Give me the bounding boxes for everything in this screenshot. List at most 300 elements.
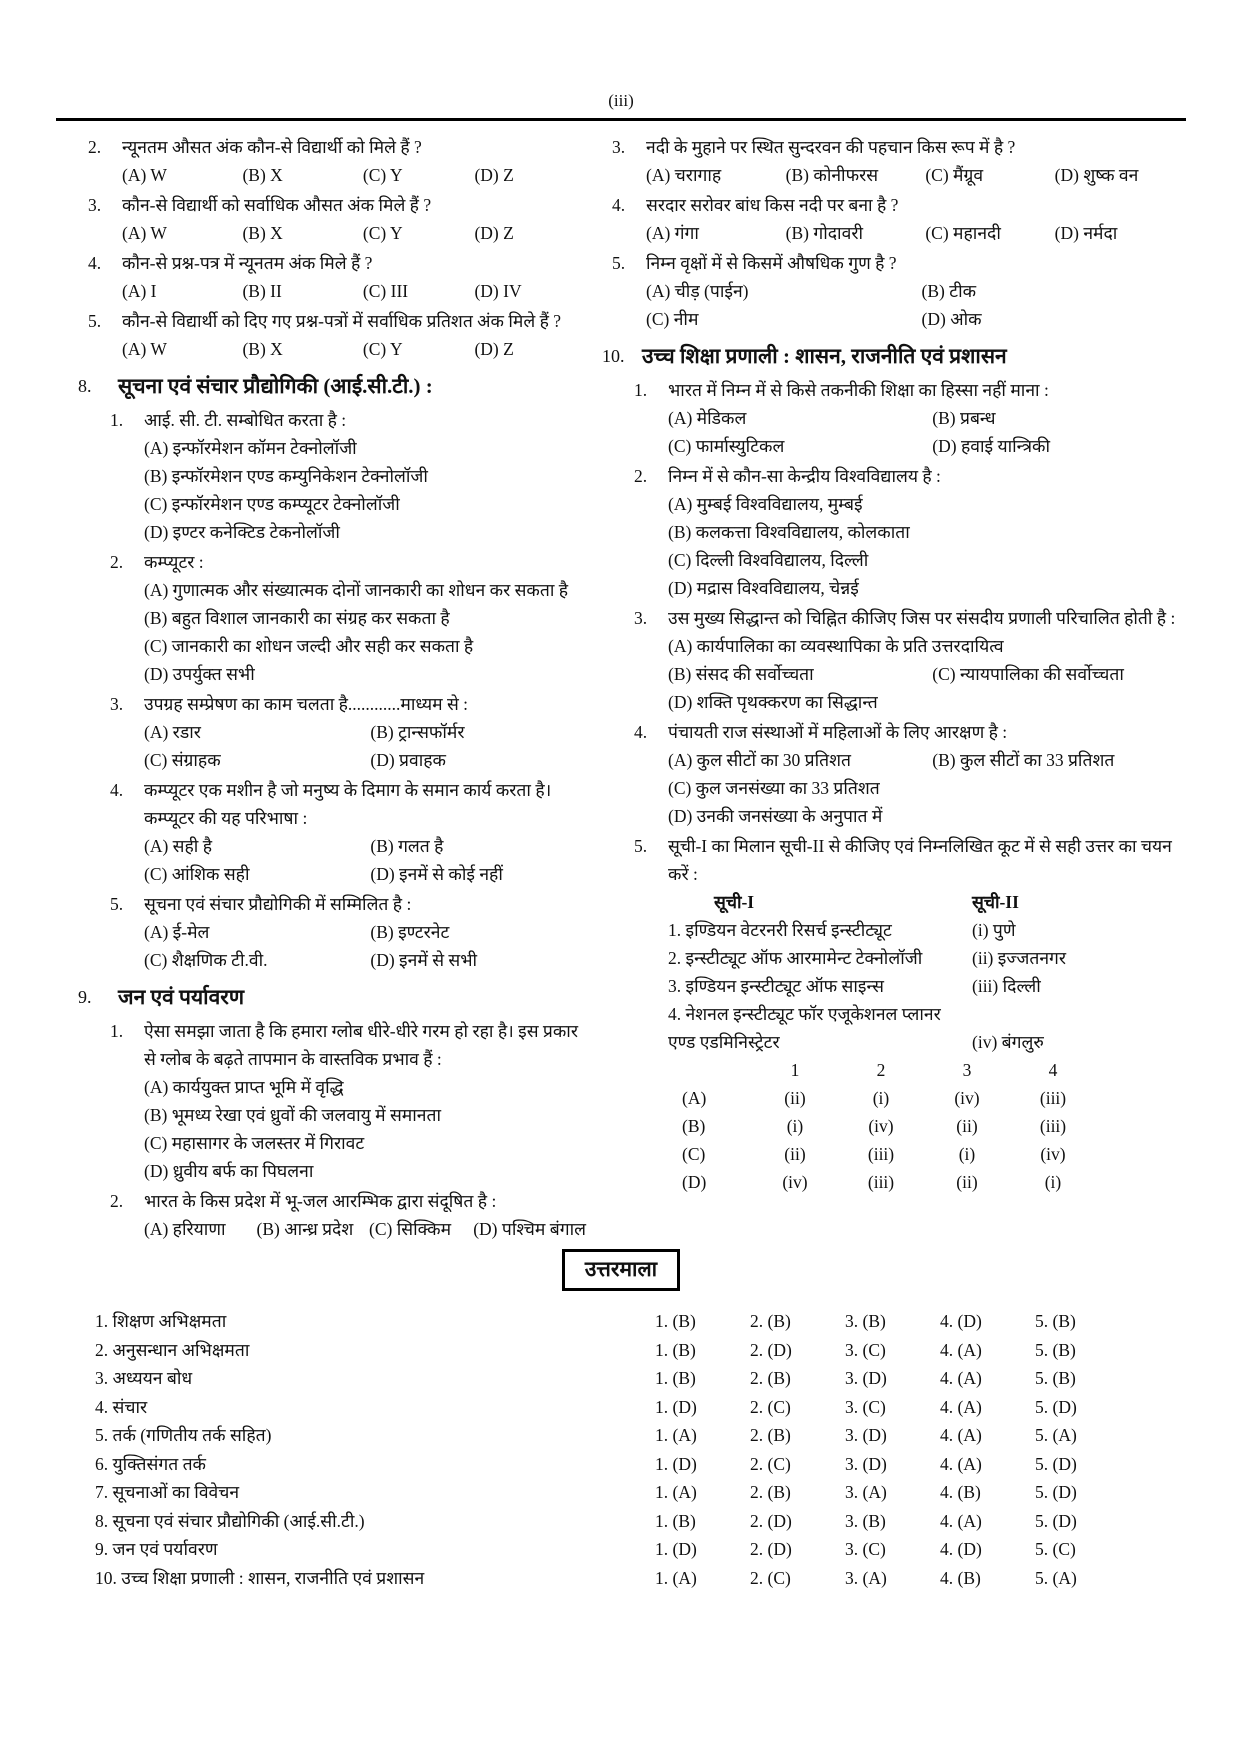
matrix-cell: (iv)	[1040, 1144, 1066, 1164]
options	[110, 1073, 586, 1185]
option: (B) कुल सीटों का 33 प्रतिशत	[932, 750, 1115, 770]
option-row	[144, 490, 586, 518]
option: (B) गलत है	[370, 836, 444, 856]
options	[110, 832, 586, 888]
question-head	[634, 462, 1184, 490]
question-number: 4.	[110, 780, 124, 800]
option-row	[122, 277, 586, 305]
matrix-row	[668, 1140, 1184, 1168]
option: (C) III	[362, 281, 409, 301]
matrix-cell: (ii)	[784, 1144, 806, 1164]
option: (B) II	[242, 281, 282, 301]
answer-cell: 1. (D)	[655, 1539, 697, 1559]
options	[612, 161, 1184, 189]
answer-cell: 2. (B)	[750, 1368, 791, 1388]
question-head	[634, 376, 1184, 404]
question-number: 2.	[110, 552, 124, 572]
answer-row	[95, 1421, 1212, 1450]
option-row	[144, 918, 586, 946]
question	[110, 690, 586, 774]
option-row	[668, 574, 1184, 602]
question-text: सरदार सरोवर बांध किस नदी पर बना है ?	[646, 195, 899, 215]
option-row	[144, 1215, 586, 1243]
answer-row-label: 8. सूचना एवं संचार प्रौद्योगिकी (आई.सी.टी.)	[95, 1510, 365, 1531]
question	[110, 776, 586, 888]
matrix-cell: (ii)	[956, 1116, 978, 1136]
matrix-cell: (iii)	[867, 1144, 895, 1164]
question	[110, 1187, 586, 1243]
option: (D) उनकी जनसंख्या के अनुपात में	[668, 806, 883, 826]
option: (A) इन्फॉरमेशन कॉमन टेक्नोलॉजी	[144, 438, 357, 458]
options	[634, 404, 1184, 460]
options	[634, 632, 1184, 716]
question-number: 1.	[110, 410, 124, 430]
question	[110, 890, 586, 974]
option: (B) इण्टरनेट	[370, 922, 450, 942]
answer-cell: 4. (D)	[940, 1539, 982, 1559]
question-head	[88, 249, 586, 277]
question-text: पंचायती राज संस्थाओं में महिलाओं के लिए आरक्षण है :	[668, 722, 1008, 742]
option-row	[144, 1101, 586, 1129]
answer-row-label: 4. संचार	[95, 1396, 148, 1417]
matrix-corner	[668, 1056, 752, 1084]
option: (C) महानदी	[925, 223, 1001, 243]
matrix-col-label: 2	[876, 1060, 886, 1080]
answer-row-label: 5. तर्क (गणितीय तर्क सहित)	[95, 1425, 272, 1445]
option: (A) हरियाणा	[144, 1219, 226, 1239]
question-text: भारत के किस प्रदेश में भू-जल आरम्भिक द्वारा संदूषित है :	[144, 1191, 497, 1211]
answer-cell: 2. (C)	[750, 1453, 791, 1474]
answer-cell: 5. (D)	[1035, 1482, 1077, 1502]
section-title: सूचना एवं संचार प्रौद्योगिकी (आई.सी.टी.) :	[118, 374, 433, 398]
option-row	[144, 860, 586, 888]
question-head	[110, 1017, 586, 1073]
matrix-cell: (iv)	[954, 1088, 980, 1108]
matrix-cell: (i)	[958, 1144, 976, 1164]
answer-cell: 2. (B)	[750, 1425, 791, 1445]
answer-cell: 4. (A)	[940, 1510, 982, 1531]
answer-row-label: 7. सूचनाओं का विवेचन	[95, 1482, 240, 1502]
question-text: निम्न में से कौन-सा केन्द्रीय विश्वविद्यालय है :	[668, 466, 941, 486]
answer-cell: 4. (A)	[940, 1453, 982, 1474]
option: (D) हवाई यान्त्रिकी	[932, 436, 1051, 456]
option-row	[122, 161, 586, 189]
options	[88, 335, 586, 363]
option: (C) संग्राहक	[144, 750, 221, 770]
question-head	[110, 406, 586, 434]
column-left	[78, 131, 586, 1243]
option: (B) कोनीफरस	[785, 165, 879, 185]
match-row	[668, 916, 1184, 944]
option: (D) IV	[474, 281, 522, 301]
matrix-row-label: (C)	[682, 1144, 706, 1164]
answer-cell: 5. (C)	[1035, 1539, 1076, 1559]
option: (D) नर्मदा	[1054, 223, 1118, 243]
matrix-cell: (i)	[872, 1088, 890, 1108]
option-row	[144, 1073, 586, 1101]
matrix-cell: (ii)	[784, 1088, 806, 1108]
question-head	[634, 604, 1184, 632]
option-row	[144, 1157, 586, 1185]
option: (A) मेडिकल	[668, 408, 747, 428]
question-text: कौन-से विद्यार्थी को दिए गए प्रश्न-पत्रों में सर्वाधिक प्रतिशत अंक मिले हैं ?	[122, 311, 562, 331]
answer-cell: 3. (C)	[845, 1339, 886, 1360]
answer-cell: 4. (A)	[940, 1339, 982, 1360]
options	[88, 277, 586, 305]
matrix-cell: (i)	[786, 1116, 804, 1136]
answer-cell: 2. (B)	[750, 1482, 791, 1502]
matrix-row-label: (D)	[682, 1172, 707, 1192]
option: (A) गुणात्मक और संख्यात्मक दोनों जानकारी का शोधन कर सकता है	[144, 580, 569, 600]
question-head	[110, 776, 586, 832]
option: (B) आन्ध्र प्रदेश	[256, 1219, 354, 1239]
option: (B) टीक	[921, 281, 977, 301]
option: (C) इन्फॉरमेशन एण्ड कम्प्यूटर टेक्नोलॉजी	[144, 494, 400, 514]
question-head	[110, 690, 586, 718]
answer-cell: 1. (D)	[655, 1396, 697, 1417]
answers-title: उत्तरमाला	[562, 1249, 680, 1291]
option: (A) W	[122, 223, 167, 243]
answers-section	[0, 1249, 1242, 1291]
match-item: 4. नेशनल इन्स्टीट्यूट फॉर एजूकेशनल प्लानर एण्ड एडमिनिस्ट्रेटर	[668, 1004, 941, 1052]
matrix-cell: (iii)	[1039, 1116, 1067, 1136]
option: (B) इन्फॉरमेशन एण्ड कम्युनिकेशन टेक्नोलॉजी	[144, 466, 428, 486]
answer-cell: 1. (A)	[655, 1567, 697, 1588]
answer-cell: 2. (B)	[750, 1311, 791, 1331]
options	[88, 161, 586, 189]
option: (D) इनमें से कोई नहीं	[370, 864, 503, 884]
answer-row-label: 10. उच्च शिक्षा प्रणाली : शासन, राजनीति एवं प्रशासन	[95, 1567, 425, 1588]
matrix-col-label: 1	[790, 1060, 800, 1080]
options	[634, 746, 1184, 830]
answer-row-label: 6. युक्तिसंगत तर्क	[95, 1453, 206, 1474]
option: (D) मद्रास विश्वविद्यालय, चेन्नई	[668, 578, 859, 598]
question-number: 3.	[110, 694, 124, 714]
option-row	[144, 832, 586, 860]
answer-cell: 5. (D)	[1035, 1453, 1077, 1474]
option: (A) चरागाह	[646, 165, 722, 185]
option-row	[668, 774, 1184, 802]
page-number: (iii)	[608, 91, 634, 110]
match-item: 2. इन्स्टीट्यूट ऑफ आरमामेन्ट टेक्नोलॉजी	[668, 948, 923, 968]
question-text: कम्प्यूटर एक मशीन है जो मनुष्य के दिमाग के समान कार्य करता है। कम्प्यूटर की यह परिभाषा :	[144, 780, 552, 828]
answer-cell: 3. (B)	[845, 1510, 886, 1531]
option-row	[144, 1129, 586, 1157]
question-number: 4.	[88, 253, 102, 273]
question	[612, 249, 1184, 333]
option: (C) सिक्किम	[369, 1219, 452, 1239]
option-row	[668, 746, 1184, 774]
question-head	[110, 548, 586, 576]
option-row	[668, 404, 1184, 432]
match-header-row	[668, 888, 1184, 916]
answer-cell: 1. (B)	[655, 1510, 696, 1531]
question	[88, 249, 586, 305]
option: (C) Y	[362, 223, 403, 243]
answers-table	[0, 1291, 1242, 1592]
option: (D) ध्रुवीय बर्फ का पिघलना	[144, 1161, 314, 1181]
option-row	[668, 802, 1184, 830]
matrix-row-label: (A)	[682, 1088, 707, 1108]
option: (D) इनमें से सभी	[370, 950, 478, 970]
option-row	[144, 718, 586, 746]
option-row	[144, 746, 586, 774]
section-title: जन एवं पर्यावरण	[118, 985, 245, 1009]
answer-row	[95, 1478, 1212, 1507]
match-row	[668, 1000, 1184, 1056]
option-row	[668, 546, 1184, 574]
match-code: (iii) दिल्ली	[972, 976, 1041, 996]
matrix-row-label: (B)	[682, 1116, 706, 1136]
answer-cell: 3. (D)	[845, 1453, 887, 1474]
answer-cell: 2. (D)	[750, 1539, 792, 1559]
matrix-cell: (ii)	[956, 1172, 978, 1192]
question-number: 5.	[88, 311, 102, 331]
options	[88, 219, 586, 247]
question-head	[88, 133, 586, 161]
option-row	[668, 632, 1184, 660]
question-text: कम्प्यूटर :	[144, 552, 204, 572]
match-row	[668, 944, 1184, 972]
option-row	[122, 219, 586, 247]
answer-row	[95, 1564, 1212, 1593]
question	[612, 191, 1184, 247]
answer-row	[95, 1507, 1212, 1536]
option: (C) जानकारी का शोधन जल्दी और सही कर सकता है	[144, 636, 474, 656]
option: (A) गंगा	[646, 223, 699, 243]
answer-row	[95, 1450, 1212, 1479]
option: (A) चीड़ (पाईन)	[646, 281, 749, 301]
option: (C) दिल्ली विश्वविद्यालय, दिल्ली	[668, 550, 869, 570]
match-row	[668, 972, 1184, 1000]
match-code: (i) पुणे	[972, 920, 1016, 940]
question	[88, 191, 586, 247]
question-head	[110, 890, 586, 918]
answer-cell: 5. (B)	[1035, 1368, 1076, 1388]
question-number: 3.	[612, 137, 626, 157]
option-row	[144, 604, 586, 632]
option: (B) ट्रान्सफॉर्मर	[370, 722, 465, 742]
answer-cell: 2. (C)	[750, 1567, 791, 1588]
option: (B) भूमध्य रेखा एवं ध्रुवों की जलवायु में समानता	[144, 1105, 442, 1125]
option: (D) शुष्क वन	[1054, 165, 1139, 185]
answer-cell: 1. (B)	[655, 1339, 696, 1360]
option-row	[668, 518, 1184, 546]
match-code: (ii) इज्जतनगर	[972, 948, 1067, 968]
option-row	[144, 576, 586, 604]
option: (B) प्रबन्ध	[932, 408, 996, 428]
answer-cell: 4. (B)	[940, 1567, 981, 1588]
answer-cell: 3. (D)	[845, 1368, 887, 1388]
section-number: 8.	[78, 376, 92, 396]
question	[110, 548, 586, 688]
answer-row	[95, 1336, 1212, 1365]
options	[634, 490, 1184, 602]
option: (C) महासागर के जलस्तर में गिरावट	[144, 1133, 365, 1153]
option-row	[144, 434, 586, 462]
matrix-row	[668, 1084, 1184, 1112]
answer-cell: 5. (D)	[1035, 1396, 1077, 1417]
matrix-cell: (iii)	[867, 1172, 895, 1192]
option: (A) सही है	[144, 836, 212, 856]
question-text: उपग्रह सम्प्रेषण का काम चलता है............माध्यम से :	[144, 694, 469, 714]
option-row	[144, 462, 586, 490]
answer-row	[95, 1364, 1212, 1393]
option-row	[646, 219, 1184, 247]
matrix-cell: (i)	[1044, 1172, 1062, 1192]
question-text: भारत में निम्न में से किसे तकनीकी शिक्षा का हिस्सा नहीं माना :	[668, 380, 1049, 400]
question-head	[612, 133, 1184, 161]
options	[612, 277, 1184, 333]
answer-row-label: 2. अनुसन्धान अभिक्षमता	[95, 1339, 250, 1360]
options	[110, 918, 586, 974]
question-head	[110, 1187, 586, 1215]
match-block	[634, 888, 1184, 1196]
option-row	[668, 490, 1184, 518]
question	[110, 1017, 586, 1185]
question	[88, 133, 586, 189]
question	[634, 832, 1184, 1196]
question-text: कौन-से प्रश्न-पत्र में न्यूनतम अंक मिले हैं ?	[122, 253, 373, 273]
question	[634, 604, 1184, 716]
option: (B) बहुत विशाल जानकारी का संग्रह कर सकता है	[144, 608, 450, 628]
question-number: 5.	[110, 894, 124, 914]
answer-row-label: 1. शिक्षण अभिक्षमता	[95, 1311, 227, 1331]
question-head	[634, 832, 1184, 888]
answer-cell: 5. (D)	[1035, 1510, 1077, 1531]
answer-cell: 4. (A)	[940, 1368, 982, 1388]
options	[110, 1215, 586, 1243]
answer-cell: 3. (C)	[845, 1539, 886, 1559]
answer-cell: 1. (D)	[655, 1453, 697, 1474]
option: (A) W	[122, 339, 167, 359]
match-item: 3. इण्डियन इन्स्टीट्यूट ऑफ साइन्स	[668, 976, 884, 996]
question-head	[88, 191, 586, 219]
question-number: 1.	[634, 380, 648, 400]
answer-cell: 1. (A)	[655, 1482, 697, 1502]
option: (D) Z	[474, 165, 514, 185]
question-number: 1.	[110, 1021, 124, 1041]
question-head	[634, 718, 1184, 746]
section-heading	[78, 371, 586, 402]
question	[612, 133, 1184, 189]
option: (C) न्यायपालिका की सर्वोच्चता	[932, 664, 1124, 684]
answer-cell: 4. (A)	[940, 1396, 982, 1417]
question-number: 2.	[110, 1191, 124, 1211]
option: (C) फार्मास्युटिकल	[668, 436, 785, 456]
answer-cell: 5. (A)	[1035, 1425, 1077, 1445]
question-text: नदी के मुहाने पर स्थित सुन्दरवन की पहचान किस रूप में है ?	[646, 137, 1016, 157]
options	[110, 718, 586, 774]
answer-cell: 5. (B)	[1035, 1311, 1076, 1331]
option-row	[144, 946, 586, 974]
question-number: 3.	[88, 195, 102, 215]
question-number: 4.	[634, 722, 648, 742]
question-number: 4.	[612, 195, 626, 215]
option: (A) कुल सीटों का 30 प्रतिशत	[668, 750, 852, 770]
answer-cell: 3. (A)	[845, 1567, 887, 1588]
option: (C) Y	[362, 165, 403, 185]
option-row	[144, 518, 586, 546]
option: (B) X	[242, 339, 283, 359]
question-number: 5.	[634, 836, 648, 856]
question-text: निम्न वृक्षों में से किसमें औषधिक गुण है ?	[646, 253, 897, 273]
question-number: 5.	[612, 253, 626, 273]
section-number: 9.	[78, 987, 92, 1007]
answer-cell: 3. (C)	[845, 1396, 886, 1417]
question	[634, 462, 1184, 602]
option: (D) ओक	[921, 309, 982, 329]
answer-cell: 4. (D)	[940, 1311, 982, 1331]
matrix-cell: (iv)	[868, 1116, 894, 1136]
matrix-cell: (iii)	[1039, 1088, 1067, 1108]
answer-cell: 2. (D)	[750, 1510, 792, 1531]
answer-cell: 3. (B)	[845, 1311, 886, 1331]
option: (C) कुल जनसंख्या का 33 प्रतिशत	[668, 778, 880, 798]
question-text: सूची-I का मिलान सूची-II से कीजिए एवं निम्नलिखित कूट में से सही उत्तर का चयन करें :	[668, 836, 1172, 884]
column-right	[602, 131, 1184, 1243]
option: (C) मैंग्रूव	[925, 165, 984, 185]
option: (D) इण्टर कनेक्टिड टेकनोलॉजी	[144, 522, 340, 542]
question-text: ऐसा समझा जाता है कि हमारा ग्लोब धीरे-धीरे गरम हो रहा है। इस प्रकार से ग्लोब के बढ़ते तापमान के वास्तविक प्रभाव हैं :	[144, 1021, 578, 1069]
option: (B) X	[242, 223, 283, 243]
option-row	[144, 632, 586, 660]
option: (A) कार्ययुक्त प्राप्त भूमि में वृद्धि	[144, 1077, 344, 1097]
option-row	[668, 688, 1184, 716]
answer-row-label: 9. जन एवं पर्यावरण	[95, 1539, 218, 1559]
option: (D) Z	[474, 223, 514, 243]
question-number: 2.	[88, 137, 102, 157]
question-head	[612, 191, 1184, 219]
matrix-header-row	[668, 1056, 1184, 1084]
answer-cell: 3. (D)	[845, 1425, 887, 1445]
answer-cell: 5. (A)	[1035, 1567, 1077, 1588]
match-item: 1. इण्डियन वेटरनरी रिसर्च इन्स्टीट्यूट	[668, 920, 892, 940]
option: (D) शक्ति पृथक्करण का सिद्धान्त	[668, 692, 878, 712]
question	[88, 307, 586, 363]
question-columns	[0, 121, 1242, 1243]
option: (B) संसद की सर्वोच्चता	[668, 664, 814, 684]
section-title: उच्च शिक्षा प्रणाली : शासन, राजनीति एवं प्रशासन	[642, 344, 1007, 368]
question-number: 3.	[634, 608, 648, 628]
option: (A) W	[122, 165, 167, 185]
option: (B) गोदावरी	[785, 223, 864, 243]
option: (D) Z	[474, 339, 514, 359]
matrix-row	[668, 1112, 1184, 1140]
question-head	[612, 249, 1184, 277]
match-code: (iv) बंगलुरु	[972, 1032, 1044, 1052]
options	[612, 219, 1184, 247]
answer-cell: 4. (A)	[940, 1425, 982, 1445]
matrix-col-label: 3	[962, 1060, 972, 1080]
matrix-row	[668, 1168, 1184, 1196]
option: (A) ई-मेल	[144, 922, 210, 942]
answer-cell: 2. (D)	[750, 1339, 792, 1360]
answer-cell: 1. (A)	[655, 1425, 697, 1445]
option-row	[668, 432, 1184, 460]
option: (A) मुम्बई विश्वविद्यालय, मुम्बई	[668, 494, 863, 514]
match-col2-header: सूची-II	[972, 892, 1019, 912]
option: (C) शैक्षणिक टी.वी.	[144, 950, 268, 970]
option-row	[144, 660, 586, 688]
question-text: आई. सी. टी. सम्बोधित करता है :	[144, 410, 347, 430]
answer-cell: 5. (B)	[1035, 1339, 1076, 1360]
answer-row	[95, 1393, 1212, 1422]
option: (A) I	[122, 281, 157, 301]
option: (D) प्रवाहक	[370, 750, 446, 770]
question-text: न्यूनतम औसत अंक कौन-से विद्यार्थी को मिले हैं ?	[122, 137, 422, 157]
option: (C) आंशिक सही	[144, 864, 250, 884]
